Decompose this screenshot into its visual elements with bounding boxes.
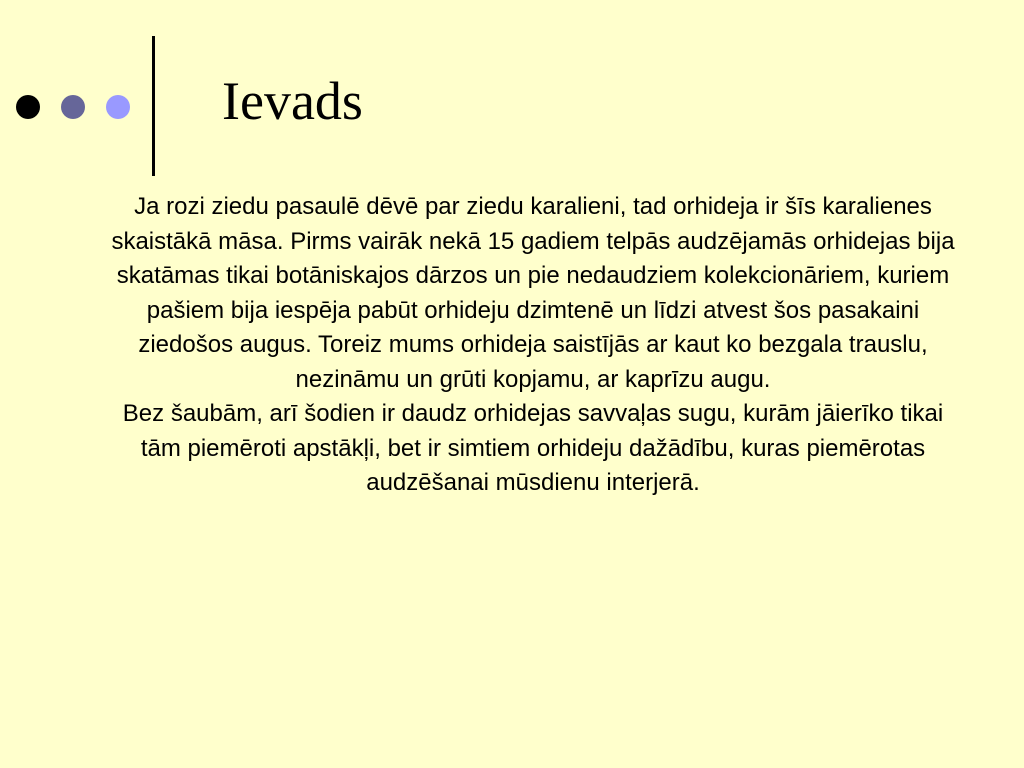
body-paragraph-1: Ja rozi ziedu pasaulē dēvē par ziedu karalieni, tad orhideja ir šīs karalienes skaistākā māsa. Pirms vairāk nekā 15 gadiem telpās audzējamās orhidejas bija skatāmas tikai botāniskajos dārzos un pie nedaudziem kolekcionāriem, kuriem pašiem bija iespēja pabūt orhideju dzimtenē un līdzi atvest šos pasakaini ziedošos augus. Toreiz mums orhideja saistījās ar kaut ko bezgala trauslu, nezināmu un grūti kopjamu, ar kaprīzu augu.: [111, 193, 955, 393]
body-paragraph-2: Bez šaubām, arī šodien ir daudz orhidejas savvaļas sugu, kurām jāierīko tikai tām piemēroti apstākļi, bet ir simtiem orhideju dažādību, kuras piemērotas audzēšanai mūsdienu interjerā.: [122, 400, 944, 496]
decorative-dots: [16, 94, 130, 120]
lavender-dot-icon: [106, 95, 130, 119]
slide-title: Ievads: [222, 71, 363, 131]
slate-dot-icon: [61, 95, 85, 119]
black-dot-icon: [16, 95, 40, 119]
slide-body: [100, 190, 966, 501]
title-divider: [152, 36, 155, 176]
